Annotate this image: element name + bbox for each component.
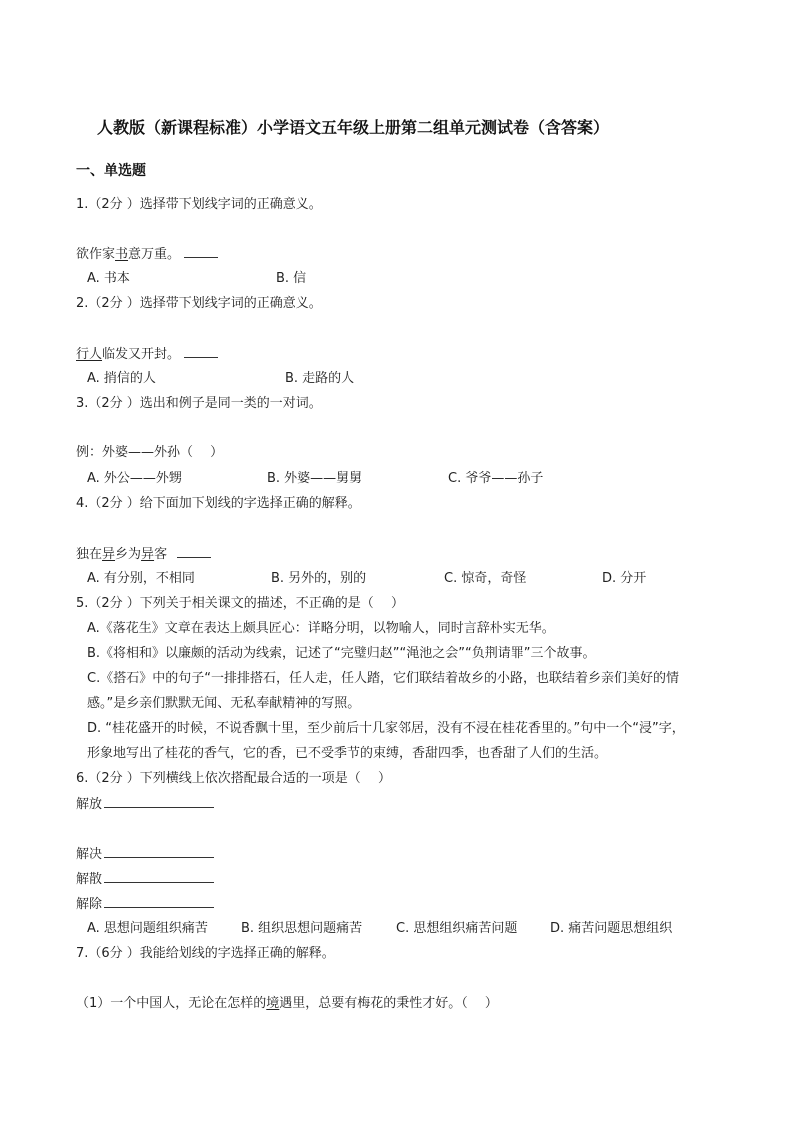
question-6-option-a[interactable]: A. 思想问题组织痛苦: [87, 921, 208, 936]
question-2-sentence: [76, 345, 218, 364]
question-3-example: 例：外婆——外孙（ ）: [76, 445, 224, 460]
question-1-sentence: [76, 245, 218, 264]
question-6-option-d[interactable]: D. 痛苦问题思想组织: [550, 921, 673, 936]
question-5-option-d-continued: 形象地写出了桂花的香气，它的香，已不受季节的束缚，香甜四季，也香甜了人们的生活。: [87, 746, 608, 761]
answer-blank[interactable]: [104, 870, 214, 883]
q4-text-mid: 乡为: [115, 547, 142, 562]
q4-underlined-char-2: 异: [141, 547, 155, 562]
question-6-option-c[interactable]: C. 思想组织痛苦问题: [396, 921, 518, 936]
page-title: 人教版（新课程标准）小学语文五年级上册第二组单元测试卷（含答案）: [97, 118, 610, 137]
section-heading-single-choice: 一、单选题: [76, 163, 146, 179]
q2-text-post: 临发又开封。: [102, 347, 181, 362]
question-3-prompt: 3.（2分 ）选出和例子是同一类的一对词。: [76, 396, 322, 411]
q7-sub1-post: 遇里，总要有梅花的秉性才好。（ ）: [279, 996, 498, 1011]
question-4-sentence: [76, 545, 211, 564]
question-4-option-c[interactable]: C. 惊奇，奇怪: [444, 571, 527, 586]
q6-word-label: 解放: [76, 797, 103, 812]
question-5-option-c-continued: 感。”是乡亲们默默无闻、无私奉献精神的写照。: [87, 696, 361, 711]
question-5-option-d[interactable]: D. “桂花盛开的时候，不说香飘十里，至少前后十几家邻居，没有不浸在桂花香里的。”句中一个“浸”字，: [87, 721, 685, 736]
q7-sub1-pre: （1）一个中国人，无论在怎样的: [76, 996, 267, 1011]
question-6-word-4: [76, 895, 214, 914]
answer-blank[interactable]: [184, 345, 218, 358]
q6-word-label: 解除: [76, 897, 103, 912]
question-1-prompt: 1.（2分 ）选择带下划线字词的正确意义。: [76, 197, 322, 212]
question-2-option-a[interactable]: A. 捎信的人: [87, 371, 156, 386]
question-4-option-a[interactable]: A. 有分别，不相同: [87, 571, 195, 586]
question-4-option-b[interactable]: B. 另外的，别的: [271, 571, 367, 586]
question-3-option-a[interactable]: A. 外公——外甥: [87, 471, 182, 486]
question-6-word-3: [76, 870, 214, 889]
q4-underlined-char-1: 异: [102, 547, 116, 562]
q2-underlined-word: 行人: [76, 347, 103, 362]
question-6-word-1: [76, 795, 214, 814]
question-2-option-b[interactable]: B. 走路的人: [285, 371, 355, 386]
question-5-option-b[interactable]: B.《将相和》以廉颇的活动为线索，记述了“完璧归赵”“渑池之会”“负荆请罪”三个故事。: [87, 646, 596, 661]
question-5-prompt: 5.（2分 ）下列关于相关课文的描述，不正确的是（ ）: [76, 596, 404, 611]
answer-blank[interactable]: [104, 795, 214, 808]
question-6-option-b[interactable]: B. 组织思想问题痛苦: [241, 921, 363, 936]
answer-blank[interactable]: [184, 245, 218, 258]
q4-text-pre: 独在: [76, 547, 103, 562]
question-7-prompt: 7.（6分 ）我能给划线的字选择正确的解释。: [76, 946, 335, 961]
question-2-prompt: 2.（2分 ）选择带下划线字词的正确意义。: [76, 296, 322, 311]
question-5-option-c[interactable]: C.《搭石》中的句子“一排排搭石，任人走，任人踏，它们联结着故乡的小路，也联结着乡亲们美好的情: [87, 671, 679, 686]
question-3-option-b[interactable]: B. 外婆——舅舅: [267, 471, 363, 486]
question-6-prompt: 6.（2分 ）下列横线上依次搭配最合适的一项是（ ）: [76, 771, 391, 786]
q1-text-pre: 欲作家: [76, 247, 116, 262]
question-1-option-b[interactable]: B. 信: [276, 271, 307, 286]
answer-blank[interactable]: [104, 895, 214, 908]
q6-word-label: 解决: [76, 847, 103, 862]
q1-text-post: 意万重。: [128, 247, 181, 262]
question-1-option-a[interactable]: A. 书本: [87, 271, 130, 286]
question-4-option-d[interactable]: D. 分开: [602, 571, 647, 586]
question-4-prompt: 4.（2分 ）给下面加下划线的字选择正确的解释。: [76, 496, 361, 511]
question-5-option-a[interactable]: A.《落花生》文章在表达上颇具匠心：详略分明，以物喻人，同时言辞朴实无华。: [87, 621, 555, 636]
question-3-option-c[interactable]: C. 爷爷——孙子: [448, 471, 544, 486]
answer-blank[interactable]: [104, 845, 214, 858]
q6-word-label: 解散: [76, 872, 103, 887]
q7-sub1-underlined-char: 境: [266, 996, 280, 1011]
question-7-sub-1: [76, 995, 498, 1013]
q4-text-post: 客: [154, 547, 168, 562]
q1-underlined-char: 书: [115, 247, 129, 262]
question-6-word-2: [76, 845, 214, 864]
answer-blank[interactable]: [177, 545, 211, 558]
